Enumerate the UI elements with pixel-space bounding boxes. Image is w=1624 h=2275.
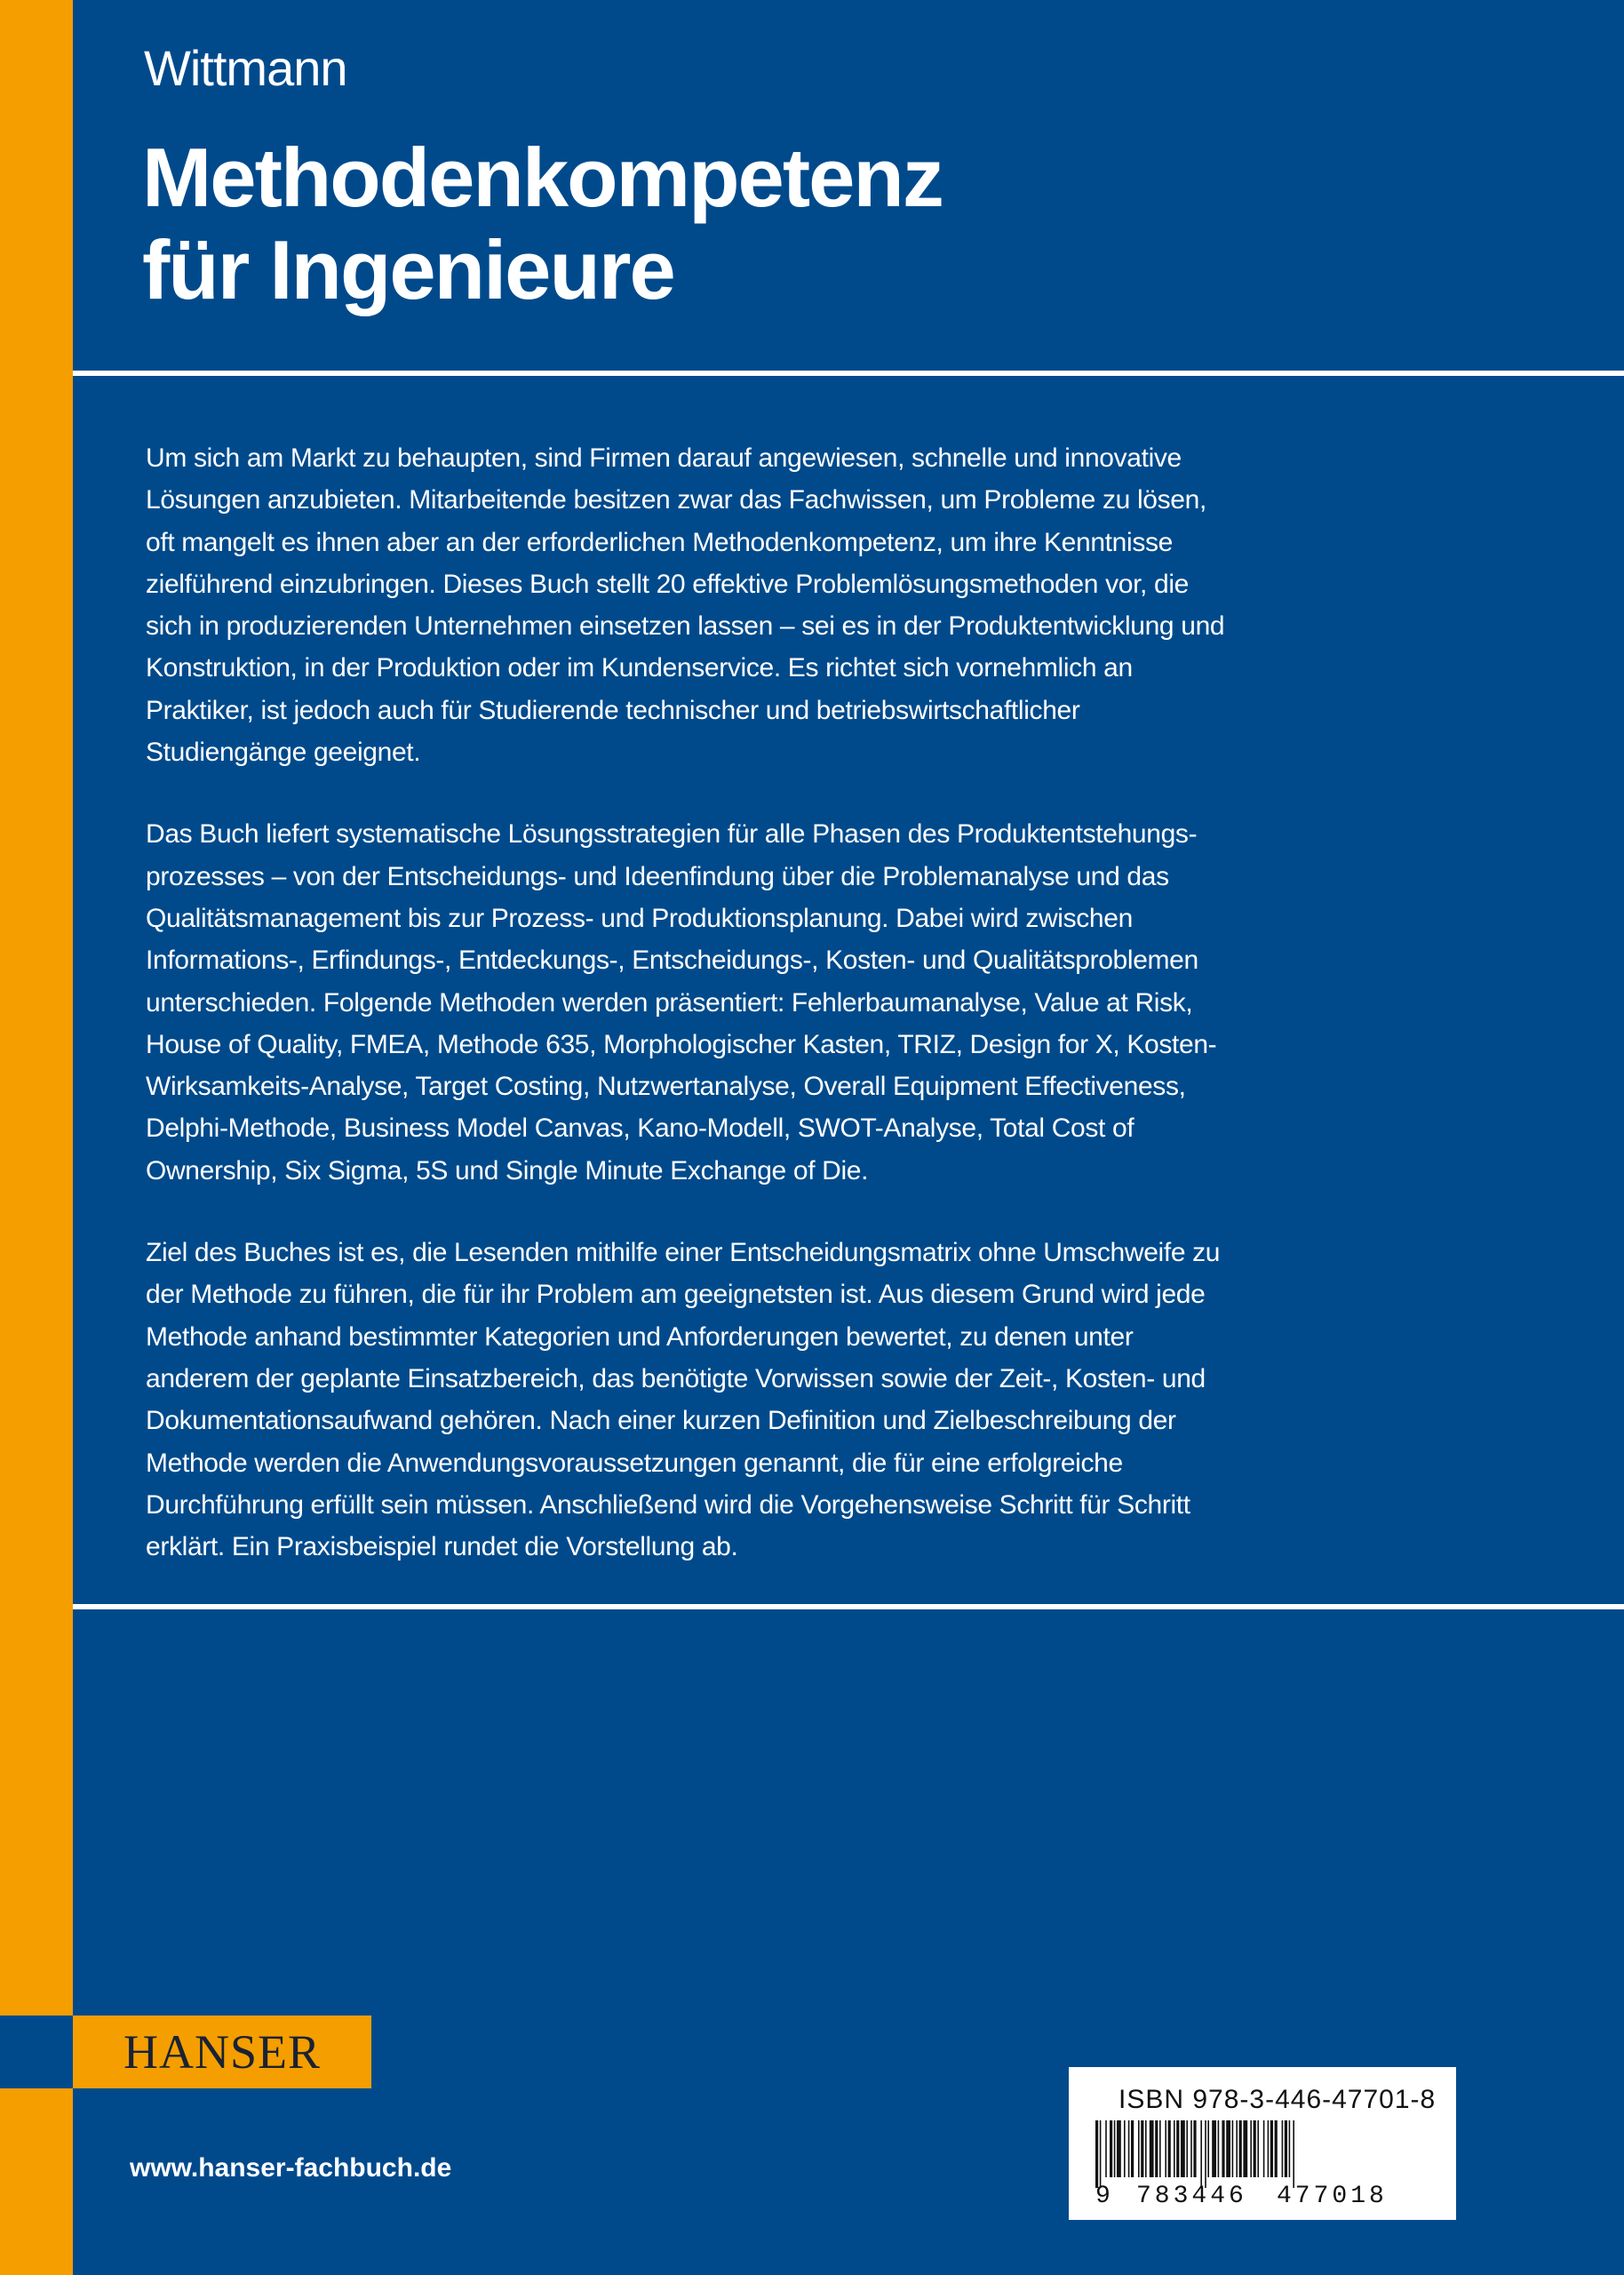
blurb-text — [146, 437, 1230, 1568]
barcode-box — [1069, 2067, 1456, 2220]
ean-first-digit: 9 — [1095, 2183, 1111, 2210]
blurb-paragraph-2: Das Buch liefert systematische Lösungsstrategien für alle Phasen des Produktentstehungs- prozesses – von der Entscheidungs- und Ideenfindung über die Problemanalyse und das Qualitätsmanagement bis zur Prozess- und Produktionsplanung. Dabei wird zwischen Informations-, Erfindungs-, Entdeckungs-, Entscheidungs-, Kosten- und Qualitätsproblemen unterschieden. Folgende Methoden werden präsentiert: Fehlerbaumanalyse, Value at Risk, House of Quality, FMEA, Methode 635, Morphologischer Kasten, TRIZ, Design for X, Kosten-Wirksamkeits-Analyse, Target Costing, Nutzwertanalyse, Overall Equipment Effectiveness, Delphi-Methode, Business Model Canvas, Kano-Modell, SWOT-Analyse, Total Cost of Ownership, Six Sigma, 5S und Single Minute Exchange of Die. — [146, 819, 1217, 1185]
barcode-bar — [1186, 2120, 1188, 2177]
barcode-bar — [1114, 2120, 1116, 2177]
barcode-bar — [1165, 2120, 1166, 2177]
barcode-bar — [1222, 2120, 1224, 2177]
author-name: Wittmann — [144, 40, 347, 96]
barcode-bar — [1254, 2120, 1256, 2177]
barcode-bar — [1205, 2120, 1206, 2188]
barcode-bar — [1289, 2120, 1291, 2177]
isbn-label: ISBN 978-3-446-47701-8 — [1118, 2085, 1437, 2114]
barcode-bar — [1174, 2120, 1175, 2177]
barcode-bar — [1282, 2120, 1284, 2177]
barcode-bar — [1193, 2120, 1196, 2177]
title-line-1: Methodenkompetenz — [142, 131, 943, 224]
barcode-bar — [1212, 2120, 1216, 2177]
barcode-bar — [1117, 2120, 1121, 2177]
barcode-bar — [1232, 2120, 1234, 2177]
barcode-bar — [1226, 2120, 1230, 2177]
barcode-bar — [1257, 2120, 1259, 2177]
barcode-bar — [1218, 2120, 1220, 2177]
barcode-bar — [1131, 2120, 1134, 2177]
spine-notch — [0, 2016, 73, 2088]
barcode-bar — [1124, 2120, 1126, 2177]
publisher-name: HANSER — [123, 2025, 322, 2079]
barcode-bar — [1150, 2120, 1154, 2177]
blurb-paragraph-3: Ziel des Buches ist es, die Lesenden mithilfe einer Entscheidungsmatrix ohne Umschweife zu der Methode zu führen, die für ihr Problem am geeignetsten ist. Aus diesem Grund wird jede Methode anhand bestimmter Kategorien und Anforderungen bewertet, zu denen unter anderem der geplante Einsatzbereich, das benötigte Vorwissen sowie der Zeit-, Kosten- und Dokumentationsaufwand gehören. Nach einer kurzen Definition und Zielbeschreibung der Methode werden die Anwendungsvoraussetzungen genannt, die für eine erfolgreiche Durchführung erfüllt sein müssen. Anschließend wird die Vorgehensweise Schritt für Schritt erklärt. Ein Praxisbeispiel rundet die Vorstellung ab. — [146, 1238, 1221, 1562]
barcode-bar — [1190, 2120, 1192, 2177]
barcode-bar — [1141, 2120, 1143, 2177]
book-title — [142, 132, 943, 316]
ean-right-digits: 477018 — [1277, 2183, 1388, 2210]
ean-left-digits: 783446 — [1136, 2183, 1247, 2210]
barcode-bar — [1181, 2120, 1185, 2177]
barcode-bar — [1176, 2120, 1179, 2177]
barcode-bar — [1207, 2120, 1209, 2177]
barcode-bar — [1095, 2120, 1098, 2188]
barcode-icon — [1090, 2120, 1445, 2188]
barcode-bar — [1270, 2120, 1273, 2177]
barcode-bar — [1128, 2120, 1130, 2177]
barcode-bar — [1236, 2120, 1238, 2177]
barcode-bar — [1105, 2120, 1107, 2177]
barcode-bar — [1100, 2120, 1102, 2188]
barcode-bar — [1243, 2120, 1247, 2177]
barcode-bar — [1145, 2120, 1147, 2177]
divider-bottom — [73, 1604, 1624, 1609]
barcode-bar — [1250, 2120, 1252, 2177]
orange-spine-bar — [0, 0, 73, 2275]
barcode-bar — [1138, 2120, 1140, 2177]
barcode-bar — [1285, 2120, 1287, 2177]
barcode-bar — [1200, 2120, 1202, 2188]
title-line-2: für Ingenieure — [142, 223, 674, 316]
barcode-bar — [1268, 2120, 1270, 2177]
barcode-bar — [1275, 2120, 1278, 2177]
barcode-bar — [1168, 2120, 1171, 2177]
barcode-bar — [1293, 2120, 1294, 2188]
publisher-logo — [73, 2016, 371, 2088]
barcode-bar — [1155, 2120, 1158, 2177]
blurb-paragraph-1: Um sich am Markt zu behaupten, sind Firmen darauf angewiesen, schnelle und innovative Lösungen anzubieten. Mitarbeitende besitzen zwar das Fachwissen, um Probleme zu lösen, oft mangelt es ihnen aber an der erforderlichen Methodenkompetenz, um ihre Kenntnisse zielführend einzubringen. Dieses Buch stellt 20 effektive Problemlösungsmethoden vor, die sich in produzierenden Unternehmen einsetzen lassen – sei es in der Produktentwicklung und Konstruktion, in der Produktion oder im Kundenservice. Es richtet sich vornehmlich an Praktiker, ist jedoch auch für Studierende technischer und betriebswirtschaftlicher Studiengänge geeignet. — [146, 443, 1225, 768]
divider-top — [73, 371, 1624, 376]
barcode-bar — [1263, 2120, 1265, 2177]
barcode-bar — [1110, 2120, 1112, 2177]
barcode-bar — [1159, 2120, 1161, 2177]
barcode-bar — [1239, 2120, 1242, 2177]
publisher-url: www.hanser-fachbuch.de — [130, 2153, 452, 2183]
